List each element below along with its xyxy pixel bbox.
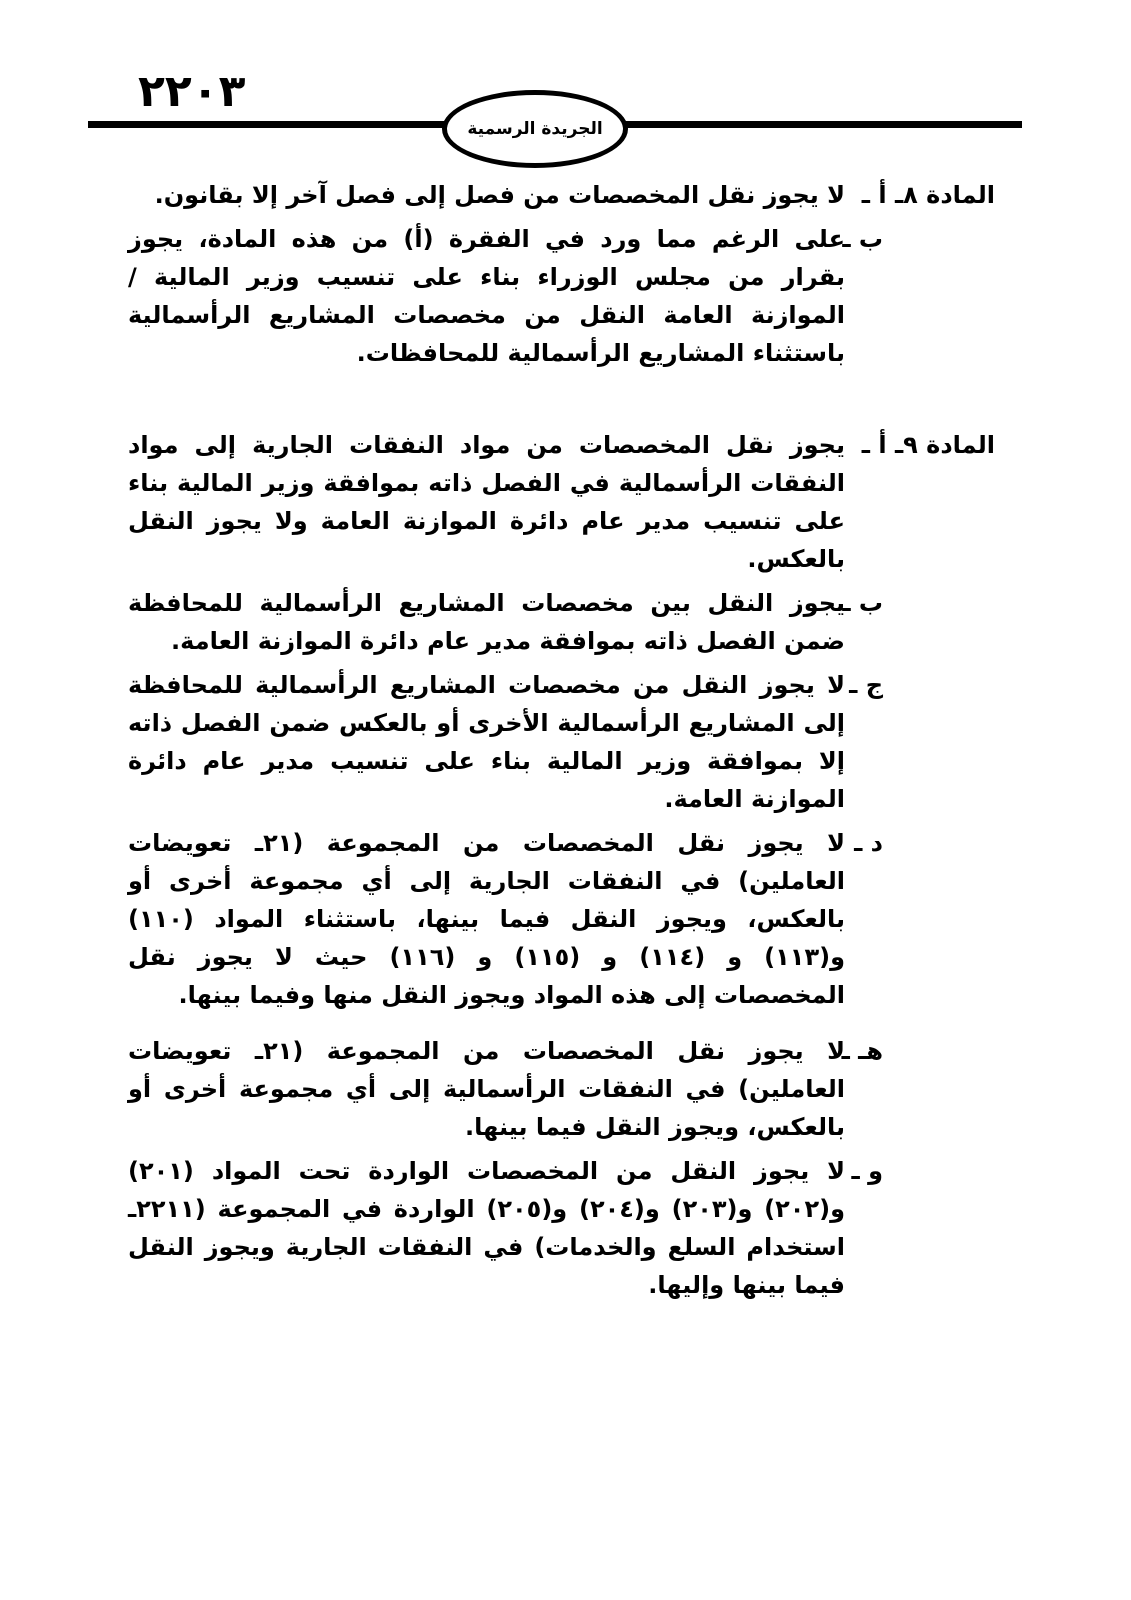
article-title: المادة ٩ـ	[894, 431, 995, 459]
clause-label	[862, 176, 995, 214]
article-9-clause-d	[128, 824, 995, 1014]
article-8-clause-a	[128, 176, 995, 214]
clause-text: يجوز نقل المخصصات من مواد النفقات الجارية إلى مواد النفقات الرأسمالية في الفصل ذاته بموافقة وزير المالية بناء على تنسيب مدير عام دائرة الموازنة العامة ولا يجوز النقل بالعكس.	[128, 431, 845, 573]
clause-letter: ب ـ	[842, 589, 883, 617]
clause-letter: أ ـ	[861, 181, 887, 209]
clause-text: لا يجوز نقل المخصصات من المجموعة (٢١ـ تعويضات العاملين) في النفقات الرأسمالية إلى أي مجموعة أخرى أو بالعكس، ويجوز النقل فيما بينها.	[128, 1037, 846, 1141]
article-title: المادة ٨ـ	[894, 181, 995, 209]
page-number: ٢٢٠٣	[138, 66, 246, 117]
document-body	[128, 176, 995, 1328]
clause-letter: ب ـ	[842, 225, 883, 253]
publication-emblem	[442, 90, 628, 168]
clause-text: يجوز النقل بين مخصصات المشاريع الرأسمالية للمحافظة ضمن الفصل ذاته بموافقة مدير عام دائرة الموازنة العامة.	[128, 589, 845, 655]
article-9-clause-e	[128, 1032, 995, 1146]
clause-letter: هـ ـ	[841, 1037, 883, 1065]
clause-text: لا يجوز نقل المخصصات من فصل إلى فصل آخر إلا بقانون.	[154, 181, 845, 209]
article-9	[128, 426, 995, 1304]
clause-letter: أ ـ	[861, 431, 887, 459]
publication-name: الجريدة الرسمية	[467, 119, 603, 139]
article-8-clause-b	[128, 220, 995, 372]
clause-text: لا يجوز نقل المخصصات من المجموعة (٢١ـ تعويضات العاملين) في النفقات الجارية إلى أي مجموعة أخرى أو بالعكس، ويجوز النقل فيما بينها، باستثناء المواد (١١٠) و(١١٣) و (١١٤) و (١١٥) و (١١٦) حيث لا يجوز نقل المخصصات إلى هذه المواد ويجوز النقل منها وفيما بينها.	[128, 829, 846, 1009]
clause-text: لا يجوز النقل من المخصصات الواردة تحت المواد (٢٠١) و(٢٠٢) و(٢٠٣) و(٢٠٤) و(٢٠٥) الواردة في المجموعة (٢٢١١ـ استخدام السلع والخدمات) في النفقات الجارية ويجوز النقل فيما بينها وإليها.	[128, 1157, 845, 1299]
article-8	[128, 176, 995, 372]
clause-text: لا يجوز النقل من مخصصات المشاريع الرأسمالية للمحافظة إلى المشاريع الرأسمالية الأخرى أو بالعكس ضمن الفصل ذاته إلا بموافقة وزير المالية بناء على تنسيب مدير عام دائرة الموازنة العامة.	[128, 671, 845, 813]
clause-letter: د ـ	[854, 829, 883, 857]
article-9-clause-b	[128, 584, 995, 660]
clause-letter: ج ـ	[849, 671, 883, 699]
clause-text: على الرغم مما ورد في الفقرة (أ) من هذه المادة، يجوز بقرار من مجلس الوزراء بناء على تنسيب وزير المالية / الموازنة العامة النقل من مخصصات المشاريع الرأسمالية باستثناء المشاريع الرأسمالية للمحافظات.	[128, 225, 845, 367]
article-9-clause-c	[128, 666, 995, 818]
clause-label	[862, 426, 995, 464]
article-9-clause-f	[128, 1152, 995, 1304]
article-9-clause-a	[128, 426, 995, 578]
clause-letter: و ـ	[851, 1157, 883, 1185]
